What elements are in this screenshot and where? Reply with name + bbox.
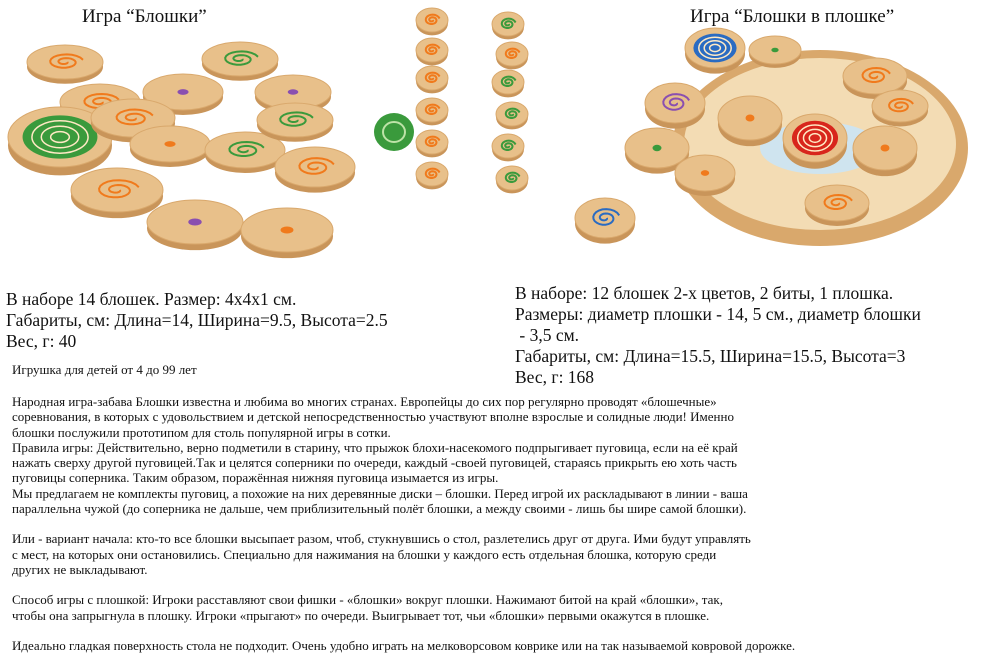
- description-line: Мы предлагаем не комплекты пуговиц, а похожие на них деревянные диски – блошки. Перед игрой их раскладывают в линии - ваша: [12, 485, 748, 501]
- left-spec-block: [6, 289, 388, 352]
- description-line: Или - вариант начала: кто-то все блошки высыпает разом, чтоб, стукнувшись о стол, разлетелись друг от друга. Ими будут управлять: [12, 531, 751, 547]
- disc-painted-face: [792, 121, 838, 156]
- wooden-disc: [416, 38, 448, 62]
- age-note: Игрушка для детей от 4 до 99 лет: [12, 362, 197, 377]
- disc-dot-mark: [653, 145, 662, 151]
- wooden-disc: [202, 42, 278, 76]
- flea-discs-columns-photo: [372, 6, 557, 211]
- wooden-disc: [416, 98, 448, 122]
- wooden-disc: [496, 166, 528, 190]
- right-product-title: Игра “Блошки в плошке”: [690, 6, 895, 27]
- description-line: пуговицы соперника. Таким образом, поражённая нижняя пуговица изымается из игры.: [12, 470, 499, 486]
- description-text: [12, 394, 1000, 653]
- wooden-disc: [416, 130, 448, 154]
- wooden-disc: [575, 198, 635, 238]
- wooden-disc: [416, 66, 448, 90]
- description-line: с мест, на которых они остановились. Специально для нажимания на блошки у каждого есть отдельная блошка, которую среди: [12, 546, 717, 562]
- paragraph-gap: [12, 577, 1000, 592]
- disc-dot-mark: [188, 218, 201, 225]
- wooden-disc: [872, 90, 928, 122]
- right-spec-line: Габариты, см: Длина=15.5, Ширина=15.5, Высота=3: [515, 346, 906, 366]
- description-line: Способ игры с плошкой: Игроки расставляют свои фишки - «блошки» вокруг плошки. Нажимают битой на край «блошки», так,: [12, 592, 723, 608]
- description-line: Правила игры: Действительно, верно подметили в старину, что прыжок блохи-насекомого подпрыгивает пуговица, если на её край: [12, 439, 738, 455]
- right-spec-line: Вес, г: 168: [515, 367, 595, 387]
- disc-dot-mark: [164, 141, 175, 147]
- description-line: чтобы она запрыгнула в плошку. Игроки «прыгают» по очереди. Выигрывает тот, чьи «блошки» первыми окажутся в плошке.: [12, 607, 710, 623]
- description-line: соревнования, в которых с удовольствием и детской непосредственностью участвуют вполне взрослые и солидные люди! Именно: [12, 409, 734, 425]
- description-line: других не выкладывают.: [12, 561, 148, 577]
- wooden-disc: [257, 103, 333, 137]
- left-spec-line: В наборе 14 блошек. Размер: 4х4х1 см.: [6, 289, 297, 309]
- disc-dot-mark: [881, 144, 890, 151]
- disc-dot-mark: [701, 170, 709, 176]
- wooden-disc: [416, 8, 448, 32]
- disc-dot-mark: [771, 48, 778, 52]
- description-line: Идеально гладкая поверхность стола не подходит. Очень удобно играть на мелковорсовом коврике или на так называемой ковровой дорожке.: [12, 637, 796, 653]
- wooden-disc: [492, 70, 524, 94]
- right-spec-line: В наборе: 12 блошек 2-х цветов, 2 биты, 1 плошка.: [515, 283, 894, 303]
- wooden-disc: [275, 147, 355, 187]
- disc-painted-face: [23, 115, 98, 158]
- left-product-title: Игра “Блошки”: [82, 6, 207, 27]
- flea-bowl-photo: [575, 28, 965, 273]
- description-line: Народная игра-забава Блошки известна и любима во многих странах. Европейцы до сих пор регулярно проводят «блошечные»: [12, 394, 717, 409]
- green-disc: [374, 113, 414, 151]
- right-spec-line: Размеры: диаметр плошки - 14, 5 см., диаметр блошки: [515, 304, 921, 324]
- disc-dot-mark: [746, 114, 755, 121]
- paragraph-gap: [12, 516, 1000, 531]
- disc-dot-mark: [177, 89, 188, 95]
- right-spec-line: - 3,5 см.: [515, 325, 580, 345]
- description-line: параллельна чужой (до соперника не дальше, чем приблизительный полёт блошки, а между своими - лишь бы шире самой блошки).: [12, 501, 747, 517]
- wooden-disc: [492, 12, 524, 36]
- wooden-disc: [843, 58, 907, 94]
- left-spec-line: Вес, г: 40: [6, 331, 77, 351]
- wooden-disc: [416, 162, 448, 186]
- wooden-disc: [71, 168, 163, 212]
- disc-dot-mark: [288, 89, 299, 94]
- wooden-disc: [492, 134, 524, 158]
- description-line: нажать сверху другой пуговицей.Так и целятся соперники по очереди, каждый -своей пуговицей, стараясь прикрыть ею хоть часть: [12, 455, 737, 471]
- disc-dot-mark: [281, 226, 294, 233]
- wooden-disc: [496, 42, 528, 66]
- description-line: блошки послужили прототипом для столь популярной игры в сотки.: [12, 424, 391, 440]
- wooden-disc: [496, 102, 528, 126]
- paragraph-gap: [12, 623, 1000, 638]
- wooden-disc: [645, 83, 705, 123]
- wooden-disc: [805, 185, 869, 221]
- flea-discs-photo: [5, 32, 345, 277]
- wooden-disc: [27, 45, 103, 79]
- left-spec-line: Габариты, см: Длина=14, Ширина=9.5, Высота=2.5: [6, 310, 388, 330]
- right-spec-block: [515, 283, 921, 388]
